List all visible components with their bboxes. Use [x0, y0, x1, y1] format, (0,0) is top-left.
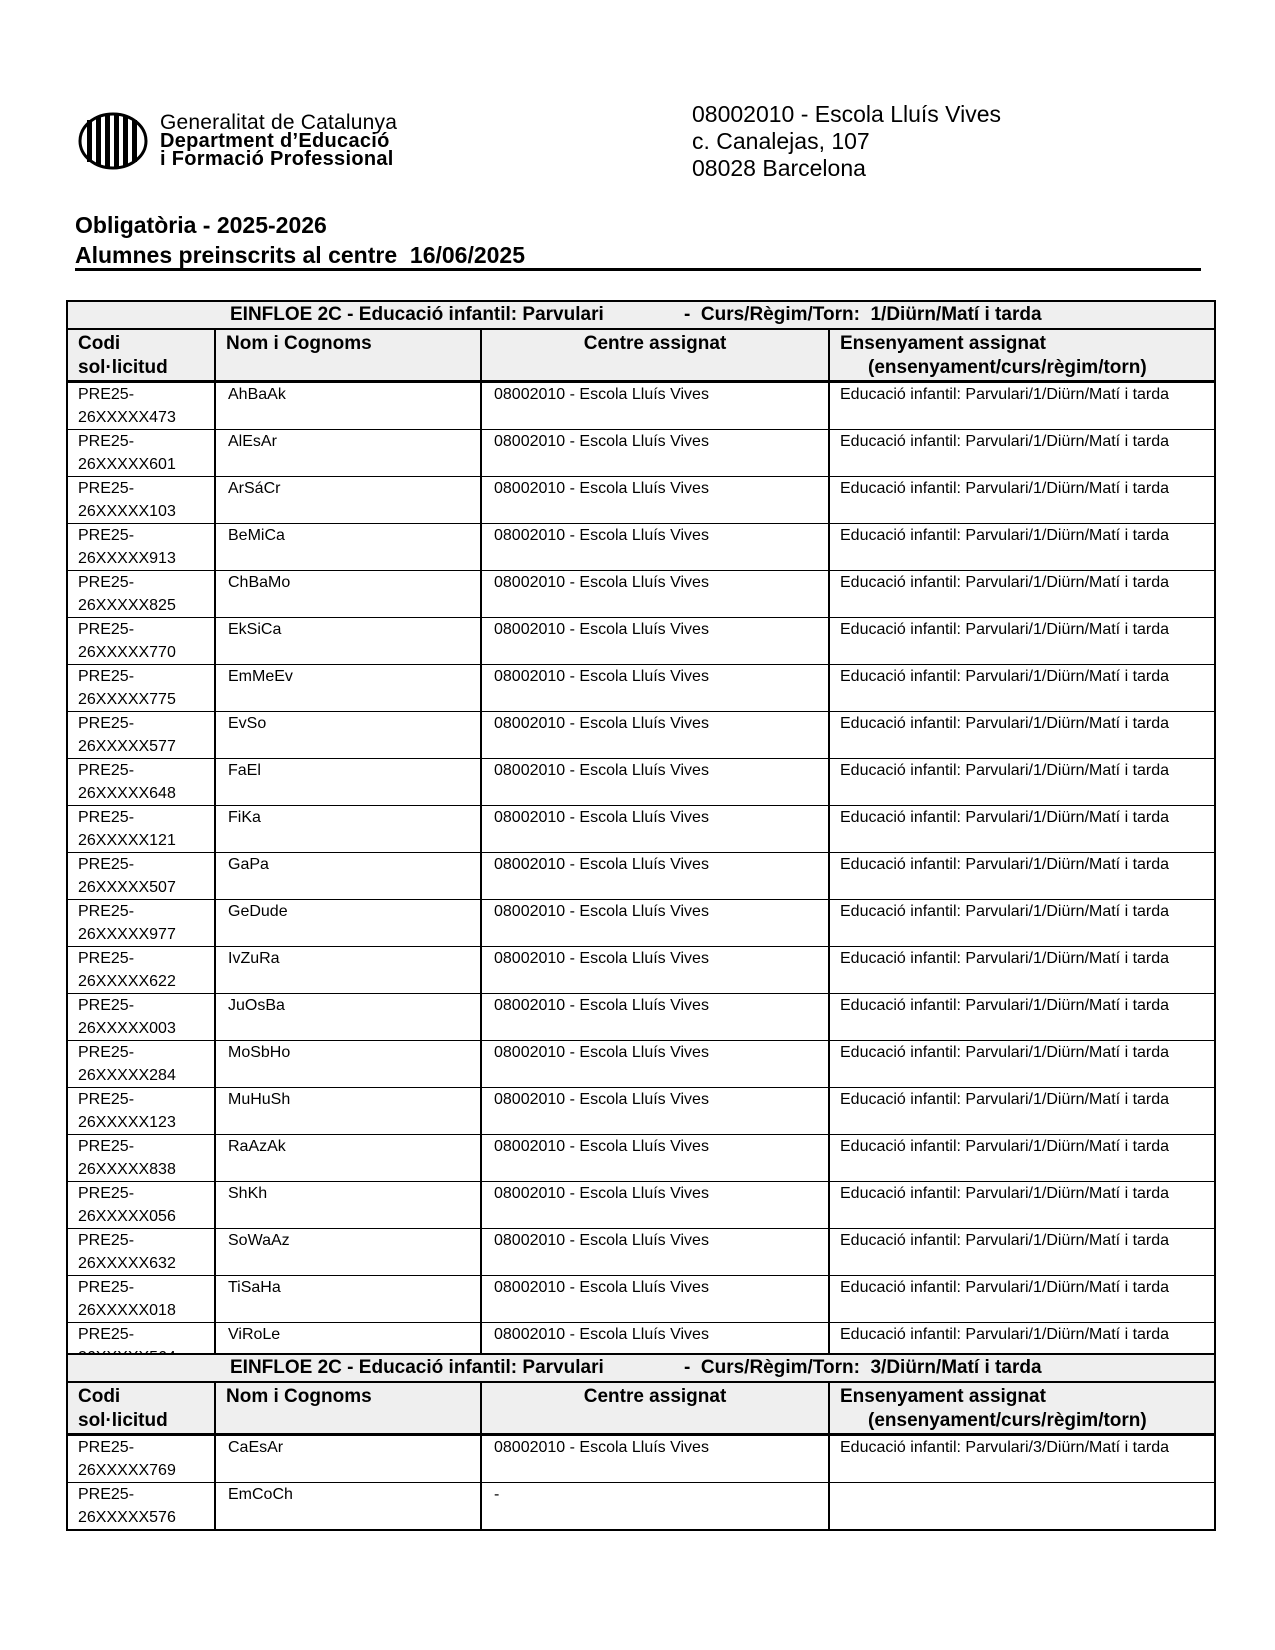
header-codi-line1: Codi [78, 1386, 121, 1407]
codi-line2: 26XXXXX473 [78, 409, 176, 426]
codi-line1: PRE25- [78, 433, 135, 450]
cell-ensenyament: Educació infantil: Parvulari/1/Diürn/Matí i tarda [829, 759, 1215, 806]
table-title-row [67, 1354, 1215, 1382]
table-row [67, 1483, 1215, 1531]
cell-codi [67, 1088, 215, 1135]
table-title [67, 1354, 1215, 1382]
codi-line1: PRE25- [78, 762, 135, 779]
codi-line2: 26XXXXX103 [78, 503, 176, 520]
table-row [67, 947, 1215, 994]
codi-line1: PRE25- [78, 621, 135, 638]
cell-centre: 08002010 - Escola Lluís Vives [481, 1135, 829, 1182]
table-row [67, 994, 1215, 1041]
cell-centre: 08002010 - Escola Lluís Vives [481, 806, 829, 853]
center-address: c. Canalejas, 107 [692, 128, 870, 154]
cell-ensenyament: Educació infantil: Parvulari/1/Diürn/Matí i tarda [829, 1041, 1215, 1088]
table-row [67, 618, 1215, 665]
cell-nom: IvZuRa [215, 947, 481, 994]
cell-ensenyament: Educació infantil: Parvulari/1/Diürn/Matí i tarda [829, 618, 1215, 665]
header-nom: Nom i Cognoms [215, 1382, 481, 1435]
table-title-right: - Curs/Règim/Torn: 1/Diürn/Matí i tarda [684, 304, 1042, 325]
cell-ensenyament: Educació infantil: Parvulari/3/Diürn/Matí i tarda [829, 1435, 1215, 1483]
cell-centre: 08002010 - Escola Lluís Vives [481, 1323, 829, 1371]
cell-centre: 08002010 - Escola Lluís Vives [481, 712, 829, 759]
table-title [67, 301, 1215, 329]
codi-line1: PRE25- [78, 1232, 135, 1249]
cell-ensenyament: Educació infantil: Parvulari/1/Diürn/Matí i tarda [829, 382, 1215, 430]
cell-centre: 08002010 - Escola Lluís Vives [481, 994, 829, 1041]
table-row [67, 524, 1215, 571]
cell-nom: AhBaAk [215, 382, 481, 430]
cell-ensenyament: Educació infantil: Parvulari/1/Diürn/Matí i tarda [829, 853, 1215, 900]
table-row [67, 1229, 1215, 1276]
table-row [67, 853, 1215, 900]
table-row [67, 665, 1215, 712]
header-nom: Nom i Cognoms [215, 329, 481, 382]
codi-line2: 26XXXXX838 [78, 1161, 176, 1178]
cell-centre: 08002010 - Escola Lluís Vives [481, 1276, 829, 1323]
codi-line1: PRE25- [78, 386, 135, 403]
header-centre: Centre assignat [481, 1382, 829, 1435]
cell-nom: TiSaHa [215, 1276, 481, 1323]
logo-line-3: i Formació Professional [160, 148, 394, 170]
cell-ensenyament: Educació infantil: Parvulari/1/Diürn/Matí i tarda [829, 806, 1215, 853]
cell-nom: CaEsAr [215, 1435, 481, 1483]
center-city: 08028 Barcelona [692, 155, 866, 181]
cell-ensenyament: Educació infantil: Parvulari/1/Diürn/Matí i tarda [829, 665, 1215, 712]
center-info [692, 101, 1001, 182]
table-header-row [67, 329, 1215, 382]
cell-codi [67, 665, 215, 712]
course-table-3 [66, 1353, 1214, 1531]
table-row [67, 1182, 1215, 1229]
codi-line1: PRE25- [78, 1279, 135, 1296]
cell-centre: 08002010 - Escola Lluís Vives [481, 1041, 829, 1088]
header-codi-line1: Codi [78, 333, 121, 354]
table-title-right: - Curs/Règim/Torn: 3/Diürn/Matí i tarda [684, 1357, 1042, 1378]
cell-centre: 08002010 - Escola Lluís Vives [481, 759, 829, 806]
header-codi [67, 1382, 215, 1435]
codi-line1: PRE25- [78, 480, 135, 497]
cell-codi [67, 900, 215, 947]
cell-centre: 08002010 - Escola Lluís Vives [481, 571, 829, 618]
center-code-name: 08002010 - Escola Lluís Vives [692, 101, 1001, 127]
codi-line1: PRE25- [78, 715, 135, 732]
cell-nom: RaAzAk [215, 1135, 481, 1182]
students-table [66, 300, 1216, 1371]
cell-nom: MuHuSh [215, 1088, 481, 1135]
cell-nom: SoWaAz [215, 1229, 481, 1276]
codi-line2: 26XXXXX507 [78, 879, 176, 896]
header-codi [67, 329, 215, 382]
table-row [67, 430, 1215, 477]
cell-nom: ViRoLe [215, 1323, 481, 1371]
codi-line2: 26XXXXX775 [78, 691, 176, 708]
cell-ensenyament: Educació infantil: Parvulari/1/Diürn/Matí i tarda [829, 1229, 1215, 1276]
codi-line2: 26XXXXX056 [78, 1208, 176, 1225]
document-heading [75, 210, 525, 270]
cell-codi [67, 759, 215, 806]
cell-ensenyament: Educació infantil: Parvulari/1/Diürn/Matí i tarda [829, 900, 1215, 947]
cell-nom: AlEsAr [215, 430, 481, 477]
cell-nom: FaEl [215, 759, 481, 806]
cell-nom: EvSo [215, 712, 481, 759]
cell-codi [67, 853, 215, 900]
cell-centre: 08002010 - Escola Lluís Vives [481, 900, 829, 947]
table-row [67, 900, 1215, 947]
cell-centre: 08002010 - Escola Lluís Vives [481, 665, 829, 712]
students-table [66, 1353, 1216, 1531]
codi-line1: PRE25- [78, 1326, 135, 1343]
cell-ensenyament: Educació infantil: Parvulari/1/Diürn/Matí i tarda [829, 571, 1215, 618]
codi-line1: PRE25- [78, 950, 135, 967]
cell-ensenyament: Educació infantil: Parvulari/1/Diürn/Matí i tarda [829, 1088, 1215, 1135]
table-row [67, 712, 1215, 759]
table-title-left: EINFLOE 2C - Educació infantil: Parvulari [230, 304, 604, 325]
codi-line2: 26XXXXX601 [78, 456, 176, 473]
document-subtitle: Alumnes preinscrits al centre 16/06/2025 [75, 242, 526, 268]
codi-line2: 26XXXXX977 [78, 926, 176, 943]
cell-ensenyament: Educació infantil: Parvulari/1/Diürn/Matí i tarda [829, 1276, 1215, 1323]
codi-line1: PRE25- [78, 527, 135, 544]
cell-centre: 08002010 - Escola Lluís Vives [481, 1088, 829, 1135]
logo-line-1: Generalitat de Catalunya [160, 111, 398, 134]
codi-line2: 26XXXXX770 [78, 644, 176, 661]
cell-ensenyament: Educació infantil: Parvulari/1/Diürn/Matí i tarda [829, 1182, 1215, 1229]
codi-line2: 26XXXXX632 [78, 1255, 176, 1272]
cell-codi [67, 618, 215, 665]
table-row [67, 571, 1215, 618]
codi-line1: PRE25- [78, 903, 135, 920]
header-ensenyament [829, 1382, 1215, 1435]
cell-codi [67, 1276, 215, 1323]
table-row [67, 759, 1215, 806]
codi-line2: 26XXXXX913 [78, 550, 176, 567]
cell-codi [67, 430, 215, 477]
table-title-left: EINFLOE 2C - Educació infantil: Parvulari [230, 1357, 604, 1378]
cell-nom: EmCoCh [215, 1483, 481, 1531]
codi-line1: PRE25- [78, 1091, 135, 1108]
cell-codi [67, 1135, 215, 1182]
cell-nom: ChBaMo [215, 571, 481, 618]
codi-line1: PRE25- [78, 1439, 135, 1456]
cell-ensenyament: Educació infantil: Parvulari/1/Diürn/Matí i tarda [829, 1135, 1215, 1182]
cell-codi [67, 382, 215, 430]
cell-nom: GaPa [215, 853, 481, 900]
codi-line1: PRE25- [78, 1138, 135, 1155]
generalitat-emblem-icon [78, 112, 148, 170]
cell-nom: BeMiCa [215, 524, 481, 571]
codi-line2: 26XXXXX825 [78, 597, 176, 614]
cell-centre: 08002010 - Escola Lluís Vives [481, 382, 829, 430]
table-row [67, 382, 1215, 430]
generalitat-logo [78, 112, 397, 170]
cell-centre: 08002010 - Escola Lluís Vives [481, 1435, 829, 1483]
cell-codi [67, 571, 215, 618]
cell-centre: 08002010 - Escola Lluís Vives [481, 524, 829, 571]
table-header-row [67, 1382, 1215, 1435]
cell-codi [67, 712, 215, 759]
header-codi-line2: sol·licitud [78, 1410, 168, 1431]
header-ens-line1: Ensenyament assignat [840, 333, 1046, 354]
cell-codi [67, 1182, 215, 1229]
table-row [67, 1041, 1215, 1088]
logo-line-2: Department d’Educació [160, 130, 390, 152]
table-row [67, 1135, 1215, 1182]
table-row [67, 1088, 1215, 1135]
course-table-1 [66, 300, 1214, 1371]
header-ens-line1: Ensenyament assignat [840, 1386, 1046, 1407]
cell-centre: 08002010 - Escola Lluís Vives [481, 618, 829, 665]
cell-centre: 08002010 - Escola Lluís Vives [481, 947, 829, 994]
codi-line1: PRE25- [78, 1486, 135, 1503]
cell-nom: ShKh [215, 1182, 481, 1229]
codi-line1: PRE25- [78, 997, 135, 1014]
table-row [67, 1435, 1215, 1483]
header-centre: Centre assignat [481, 329, 829, 382]
cell-ensenyament: Educació infantil: Parvulari/1/Diürn/Matí i tarda [829, 430, 1215, 477]
cell-nom: GeDude [215, 900, 481, 947]
codi-line2: 26XXXXX003 [78, 1020, 176, 1037]
codi-line1: PRE25- [78, 1185, 135, 1202]
cell-codi [67, 1041, 215, 1088]
table-row [67, 806, 1215, 853]
cell-ensenyament: Educació infantil: Parvulari/1/Diürn/Matí i tarda [829, 947, 1215, 994]
codi-line1: PRE25- [78, 856, 135, 873]
table-row [67, 477, 1215, 524]
cell-ensenyament [829, 1483, 1215, 1531]
cell-nom: EmMeEv [215, 665, 481, 712]
cell-ensenyament: Educació infantil: Parvulari/1/Diürn/Matí i tarda [829, 1323, 1215, 1371]
cell-codi [67, 477, 215, 524]
cell-codi [67, 806, 215, 853]
cell-codi [67, 994, 215, 1041]
cell-ensenyament: Educació infantil: Parvulari/1/Diürn/Matí i tarda [829, 994, 1215, 1041]
cell-centre: 08002010 - Escola Lluís Vives [481, 430, 829, 477]
cell-codi [67, 1483, 215, 1531]
codi-line2: 26XXXXX018 [78, 1302, 176, 1319]
codi-line1: PRE25- [78, 809, 135, 826]
cell-codi [67, 524, 215, 571]
header-codi-line2: sol·licitud [78, 357, 168, 378]
codi-line2: 26XXXXX284 [78, 1067, 176, 1084]
codi-line2: 26XXXXX577 [78, 738, 176, 755]
cell-ensenyament: Educació infantil: Parvulari/1/Diürn/Matí i tarda [829, 524, 1215, 571]
document-title: Obligatòria - 2025-2026 [75, 212, 327, 238]
cell-codi [67, 947, 215, 994]
codi-line1: PRE25- [78, 668, 135, 685]
header-ens-line2: (ensenyament/curs/règim/torn) [868, 357, 1147, 378]
cell-codi [67, 1229, 215, 1276]
codi-line2: 26XXXXX576 [78, 1509, 176, 1526]
codi-line2: 26XXXXX622 [78, 973, 176, 990]
cell-ensenyament: Educació infantil: Parvulari/1/Diürn/Matí i tarda [829, 477, 1215, 524]
codi-line2: 26XXXXX769 [78, 1462, 176, 1479]
codi-line1: PRE25- [78, 1044, 135, 1061]
codi-line1: PRE25- [78, 574, 135, 591]
cell-nom: ArSáCr [215, 477, 481, 524]
cell-centre: 08002010 - Escola Lluís Vives [481, 1182, 829, 1229]
cell-nom: JuOsBa [215, 994, 481, 1041]
header-ens-line2: (ensenyament/curs/règim/torn) [868, 1410, 1147, 1431]
cell-codi [67, 1435, 215, 1483]
cell-ensenyament: Educació infantil: Parvulari/1/Diürn/Matí i tarda [829, 712, 1215, 759]
codi-line2: 26XXXXX123 [78, 1114, 176, 1131]
cell-nom: FiKa [215, 806, 481, 853]
cell-nom: MoSbHo [215, 1041, 481, 1088]
codi-line2: 26XXXXX121 [78, 832, 176, 849]
cell-centre: - [481, 1483, 829, 1531]
cell-centre: 08002010 - Escola Lluís Vives [481, 477, 829, 524]
cell-nom: EkSiCa [215, 618, 481, 665]
cell-centre: 08002010 - Escola Lluís Vives [481, 1229, 829, 1276]
table-row [67, 1276, 1215, 1323]
cell-centre: 08002010 - Escola Lluís Vives [481, 853, 829, 900]
header-ensenyament [829, 329, 1215, 382]
heading-divider [75, 268, 1201, 271]
codi-line2: 26XXXXX648 [78, 785, 176, 802]
table-title-row [67, 301, 1215, 329]
